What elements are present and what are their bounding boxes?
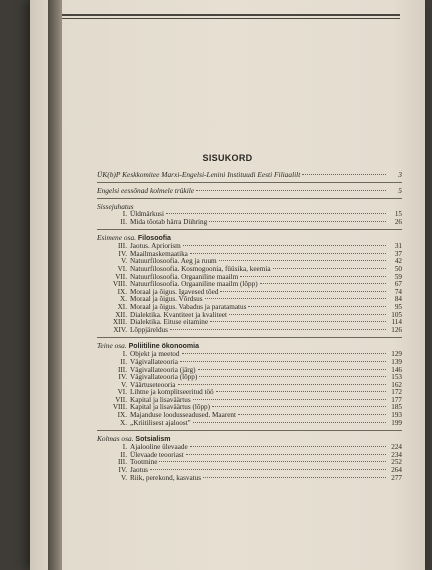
toc-page-number: 84	[394, 295, 402, 304]
toc-entry	[97, 327, 402, 335]
chapter-number: XII.	[115, 310, 127, 319]
toc-page-number: 15	[394, 210, 402, 218]
chapter-number: IV.	[118, 249, 127, 258]
leader-dots	[210, 321, 386, 322]
leader-dots	[198, 369, 386, 370]
chapter-number: VIII.	[112, 280, 127, 289]
section-name: Filosoofia	[137, 235, 171, 243]
chapter-number: VI.	[117, 264, 127, 273]
book-page	[30, 0, 425, 570]
chapter-number: VII.	[115, 395, 127, 404]
leader-dots	[199, 376, 386, 377]
toc-page-number: 264	[391, 466, 402, 475]
toc-entry-text: Moraal ja õigus. Võrdsus	[130, 295, 203, 304]
toc-entry-text: Moraal ja õigus. Igavesed tõed	[130, 287, 219, 296]
toc-entry-text: Ajalooline ülevaade	[130, 443, 188, 452]
toc-entry-text: Engelsi eessõnad kolmele trükile	[97, 186, 195, 195]
toc-front-entry	[97, 187, 402, 195]
toc-entry-text: Ülevaade teooriast	[130, 450, 184, 459]
toc-page-number: 5	[398, 186, 402, 195]
toc-page-number: 42	[394, 257, 402, 266]
chapter-number: IV.	[118, 373, 127, 382]
section-divider	[97, 337, 402, 338]
chapter-number: I.	[122, 443, 127, 452]
toc-entry-text: ÜK(b)P Keskkomitee Marxi-Engelsi-Lenini Instituudi Eesti Filiaalilt	[97, 170, 301, 179]
chapter-number: XI.	[117, 302, 127, 311]
chapter-number: VIII.	[112, 403, 127, 412]
toc-entry	[97, 420, 402, 428]
toc-page-number: 193	[391, 411, 402, 420]
leader-dots	[150, 469, 386, 470]
toc-entry-text: Vägivallateooria	[130, 357, 178, 366]
toc-entry-text: Maailmaskemaatika	[130, 249, 188, 258]
toc-page-number: 172	[391, 388, 402, 397]
leader-dots	[220, 291, 386, 292]
chapter-number: V.	[120, 257, 127, 266]
leader-dots	[183, 245, 386, 246]
leader-dots	[203, 477, 386, 478]
leader-dots	[248, 306, 386, 307]
chapter-number: III.	[118, 458, 127, 467]
leader-dots	[209, 221, 386, 222]
toc-entry	[97, 475, 402, 483]
toc-entry-text: Kapital ja lisaväärtus (lõpp)	[130, 403, 211, 412]
toc-entry-text: Natuurfilosoofia. Kosmogoonia, füüsika, keemia	[130, 264, 271, 273]
toc-page-number: 3	[398, 170, 402, 179]
leader-dots	[212, 406, 386, 407]
leader-dots	[205, 298, 386, 299]
toc-entry	[97, 219, 402, 227]
toc-entry-text: Dialektika. Kvantiteet ja kvaliteet	[130, 310, 227, 319]
chapter-number: III.	[118, 242, 127, 251]
toc-page-number: 126	[391, 325, 402, 334]
leader-dots	[182, 353, 387, 354]
page-title: SISUKORD	[202, 153, 253, 163]
leader-dots	[260, 283, 386, 284]
section-prefix: Kolmas osa.	[97, 434, 134, 444]
toc-page-number: 139	[391, 357, 402, 366]
toc-entry-text: Üldmärkusi	[130, 210, 164, 218]
toc-page-number: 74	[394, 287, 402, 296]
section-name: Poliitiline ökonoomia	[128, 343, 199, 351]
toc-page-number: 129	[391, 350, 402, 359]
toc-page-number: 105	[391, 310, 402, 319]
chapter-number: IX.	[117, 287, 127, 296]
chapter-number: I.	[122, 210, 127, 218]
header-rule-thick	[62, 14, 400, 16]
leader-dots	[219, 260, 386, 261]
toc-entry-text: Natuurfilosoofia. Orgaaniline maailm	[130, 272, 239, 281]
toc-page-number: 153	[391, 373, 402, 382]
toc-page-number: 31	[394, 242, 402, 251]
leader-dots	[190, 253, 386, 254]
toc-entry-text: Majanduse loodusseadused. Maarent	[130, 411, 236, 420]
chapter-number: VI.	[117, 388, 127, 397]
leader-dots	[180, 361, 386, 362]
toc-page-number: 234	[391, 450, 402, 459]
toc-entry-text: Lõppjäreldus	[130, 325, 168, 334]
toc-entry-text: Natuurfilosoofia. Aeg ja ruum	[130, 257, 217, 266]
leader-dots	[273, 268, 386, 269]
leader-dots	[159, 461, 386, 462]
section-divider	[97, 198, 402, 199]
table-of-contents	[97, 171, 402, 482]
toc-page-number: 114	[391, 318, 402, 327]
toc-entry-text: Objekt ja meetod	[130, 350, 180, 359]
toc-page-number: 37	[394, 249, 402, 258]
toc-entry-text: Vägivallateooria (järg)	[130, 365, 196, 374]
toc-page-number: 26	[394, 217, 402, 226]
toc-entry-text: Lihtne ja komplitseeritud töö	[130, 388, 214, 397]
toc-front-entry	[97, 171, 402, 179]
section-name: Sotsialism	[135, 436, 171, 444]
header-rule-thin	[62, 18, 400, 19]
toc-entry-text: „Kriitilisest ajaloost"	[130, 418, 191, 427]
toc-entry-text: Riik, perekond, kasvatus	[130, 473, 202, 482]
section-prefix: Esimene osa.	[97, 233, 136, 243]
leader-dots	[186, 454, 386, 455]
chapter-number: XIV.	[113, 325, 127, 334]
leader-dots	[193, 399, 386, 400]
leader-dots	[229, 314, 386, 315]
leader-dots	[302, 174, 386, 175]
toc-page-number: 177	[391, 395, 402, 404]
toc-entry-text: Dialektika. Eituse eitamine	[130, 318, 209, 327]
toc-entry-text: Väärtuseteooria	[130, 380, 176, 389]
section-divider	[97, 229, 402, 230]
toc-entry-text: Kapital ja lisaväärtus	[130, 395, 191, 404]
chapter-number: X.	[120, 295, 127, 304]
toc-page-number: 277	[391, 473, 402, 482]
leader-dots	[178, 384, 387, 385]
leader-dots	[196, 190, 386, 191]
toc-entry-text: Moraal ja õigus. Vabadus ja paratamatus	[130, 302, 247, 311]
chapter-number: I.	[122, 350, 127, 359]
book-spine	[48, 0, 62, 570]
toc-entry-text: Jaotus	[130, 466, 148, 475]
chapter-number: XIII.	[112, 318, 127, 327]
chapter-number: V.	[120, 473, 127, 482]
toc-page-number: 252	[391, 458, 402, 467]
toc-entry-text: Jaotus. Apriorism	[130, 242, 181, 251]
toc-page-number: 224	[391, 443, 402, 452]
chapter-number: VII.	[115, 272, 127, 281]
chapter-number: II.	[120, 357, 127, 366]
leader-dots	[166, 213, 386, 214]
leader-dots	[170, 329, 386, 330]
chapter-number: V.	[120, 380, 127, 389]
toc-page-number: 162	[391, 380, 402, 389]
leader-dots	[240, 276, 386, 277]
section-prefix: Sissejuhatus	[97, 202, 134, 211]
chapter-number: IV.	[118, 466, 127, 475]
toc-entry-text: Mida tõotab härra Dühring	[130, 217, 208, 226]
toc-entry-text: Tootmine	[130, 458, 158, 467]
chapter-number: II.	[120, 217, 127, 226]
toc-page-number: 146	[391, 365, 402, 374]
chapter-number: III.	[118, 365, 127, 374]
section-divider	[97, 182, 402, 183]
toc-page-number: 95	[394, 302, 402, 311]
toc-page-number: 59	[394, 272, 402, 281]
chapter-number: II.	[120, 450, 127, 459]
leader-dots	[190, 446, 386, 447]
chapter-number: X.	[120, 418, 127, 427]
toc-entry-text: Vägivallateooria (lõpp)	[130, 373, 198, 382]
leader-dots	[193, 422, 386, 423]
section-prefix: Teine osa.	[97, 341, 127, 351]
toc-page-number: 185	[391, 403, 402, 412]
toc-page-number: 50	[394, 264, 402, 273]
toc-page-number: 67	[394, 280, 402, 289]
chapter-number: IX.	[117, 411, 127, 420]
section-divider	[97, 430, 402, 431]
toc-entry-text: Natuurfilosoofia. Orgaaniline maailm (lõpp)	[130, 280, 258, 289]
toc-page-number: 199	[391, 418, 402, 427]
leader-dots	[216, 391, 386, 392]
leader-dots	[238, 414, 386, 415]
